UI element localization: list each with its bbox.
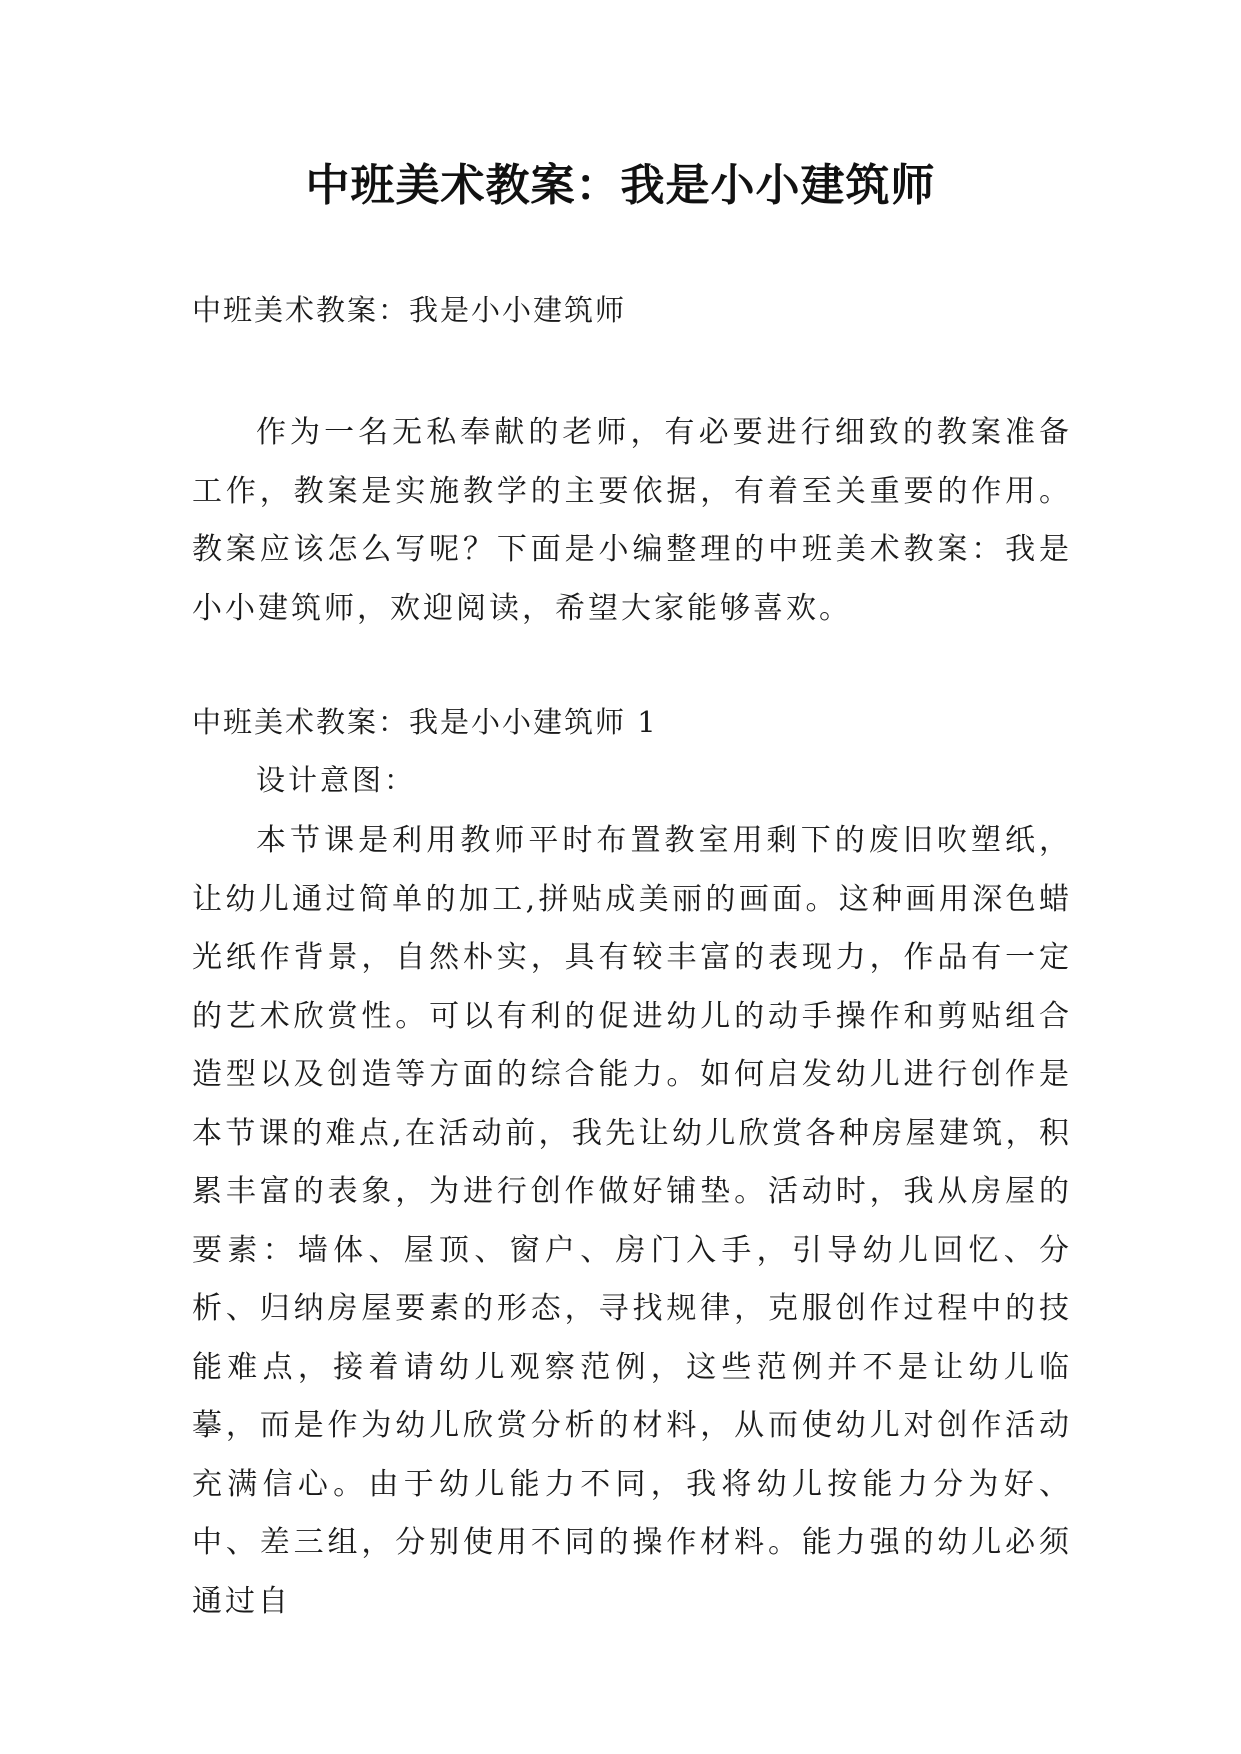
- document-subtitle: 中班美术教案：我是小小建筑师: [192, 293, 627, 327]
- design-intent-paragraph: 本节课是利用教师平时布置教室用剩下的废旧吹塑纸，让幼儿通过简单的加工,拼贴成美丽的画面。这种画用深色蜡光纸作背景，自然朴实，具有较丰富的表现力，作品有一定的艺术欣赏性。可以有利的促进幼儿的动手操作和剪贴组合造型以及创造等方面的综合能力。如何启发幼儿进行创作是本节课的难点,在活动前，我先让幼儿欣赏各种房屋建筑，积累丰富的表象，为进行创作做好铺垫。活动时，我从房屋的要素：墙体、屋顶、窗户、房门入手，引导幼儿回忆、分析、归纳房屋要素的形态，寻找规律，克服创作过程中的技能难点，接着请幼儿观察范例，这些范例并不是让幼儿临摹，而是作为幼儿欣赏分析的材料，从而使幼儿对创作活动充满信心。由于幼儿能力不同，我将幼儿按能力分为好、中、差三组，分别使用不同的操作材料。能力强的幼儿必须通过自: [192, 823, 1072, 1619]
- design-intent-label: 设计意图：: [256, 763, 417, 797]
- section-heading: 中班美术教案：我是小小建筑师 1: [192, 705, 658, 739]
- document-title: 中班美术教案：我是小小建筑师: [305, 160, 936, 211]
- intro-paragraph: 作为一名无私奉献的老师，有必要进行细致的教案准备工作，教案是实施教学的主要依据，有着至关重要的作用。教案应该怎么写呢？下面是小编整理的中班美术教案：我是小小建筑师，欢迎阅读，希望大家能够喜欢。: [192, 415, 1072, 626]
